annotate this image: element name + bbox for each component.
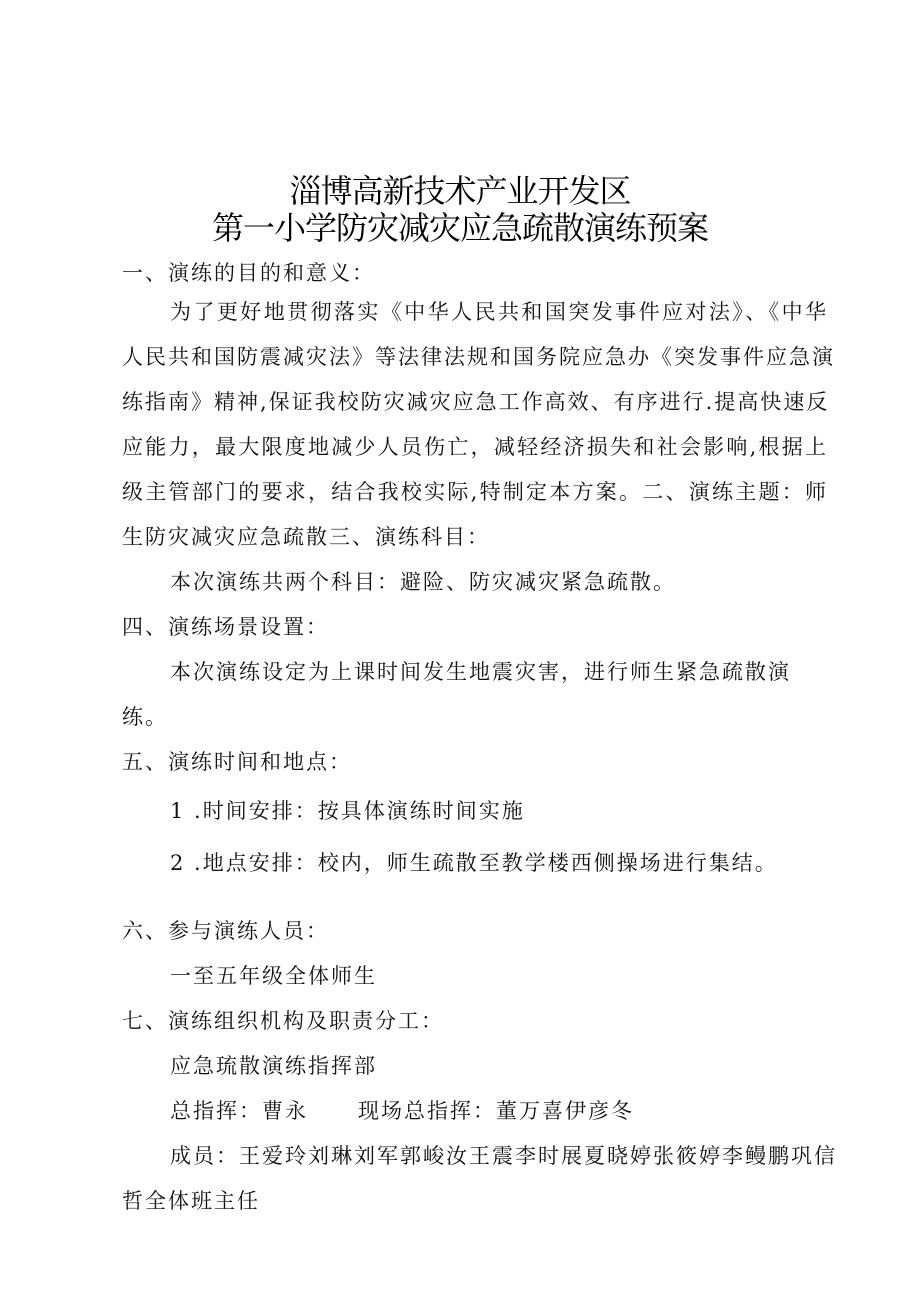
location-arrangement-item: 2 .地点安排：校内，师生疏散至教学楼西侧操场进行集结。 bbox=[170, 851, 778, 875]
document-title-line-2: 第一小学防灾减灾应急疏散演练预案 bbox=[211, 209, 708, 247]
purpose-paragraph-line-5: 级主管部门的要求，结合我校实际,特制定本方案。二、演练主题：师 bbox=[122, 480, 828, 504]
time-arrangement-item: 1 .时间安排：按具体演练时间实施 bbox=[170, 799, 525, 823]
purpose-paragraph-line-4: 应能力，最大限度地减少人员伤亡，减轻经济损失和社会影响,根据上 bbox=[122, 435, 828, 459]
purpose-paragraph-line-3: 练指南》精神,保证我校防灾减灾应急工作高效、有序进行.提高快速反 bbox=[122, 390, 830, 414]
field-commander-text: 现场总指挥：董万喜伊彦冬 bbox=[358, 1099, 634, 1123]
section-5-heading: 五、演练时间和地点： bbox=[122, 750, 352, 774]
section-6-heading: 六、参与演练人员： bbox=[122, 919, 329, 943]
section-7-heading: 七、演练组织机构及职责分工： bbox=[122, 1009, 444, 1033]
purpose-paragraph-line-6: 生防灾减灾应急疏散三、演练科目： bbox=[122, 525, 490, 549]
scene-paragraph-line-1: 本次演练设定为上课时间发生地震灾害，进行师生紧急疏散演 bbox=[170, 660, 791, 684]
command-center-name: 应急琉散演练指挥部 bbox=[170, 1054, 377, 1078]
members-line-1: 成员：王爱玲刘琳刘军郭峻汝王震李时展夏晓婷张筱婷李鳗鹏巩信 bbox=[170, 1144, 837, 1168]
drill-subjects-text: 本次演练共两个科目：避险、防灾减灾紧急疏散。 bbox=[170, 570, 676, 594]
scene-paragraph-line-2: 练。 bbox=[122, 705, 168, 729]
purpose-paragraph-line-2: 人民共和国防震减灾法》等法律法规和国务院应急办《突发事件应急演 bbox=[122, 345, 835, 369]
document-title-line-1: 淄博高新技术产业开发区 bbox=[289, 172, 631, 210]
commander-text: 总指挥：曹永 bbox=[170, 1099, 308, 1123]
section-1-heading: 一、演练的目的和意义： bbox=[122, 261, 375, 285]
participants-text: 一至五年级全体师生 bbox=[170, 964, 377, 988]
members-line-2: 哲全体班主任 bbox=[122, 1189, 260, 1213]
section-4-heading: 四、演练场景设置： bbox=[122, 615, 329, 639]
purpose-paragraph-line-1: 为了更好地贯彻落实《中华人民共和国突发事件应对法》、《中华 bbox=[170, 300, 828, 324]
